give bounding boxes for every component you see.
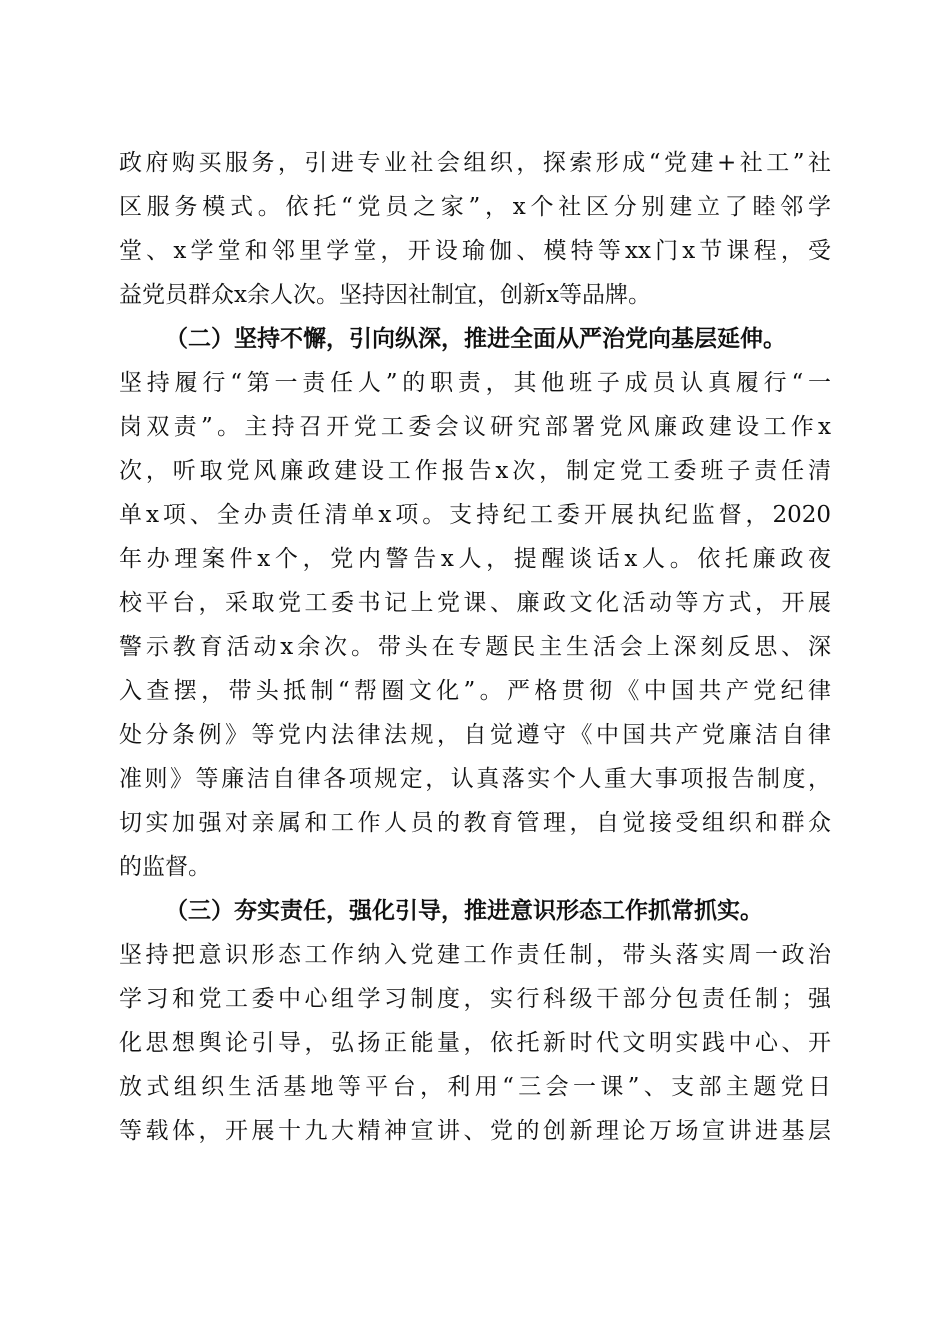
text-line: 等载体，开展十九大精神宣讲、党的创新理论万场宣讲进基层	[119, 1118, 831, 1144]
text-line: 次，听取党风廉政建设工作报告x次，制定党工委班子责任清	[119, 458, 831, 484]
text-line: 坚持履行“第一责任人”的职责，其他班子成员认真履行“一	[119, 370, 831, 396]
document-body	[119, 141, 831, 1153]
text-line: 益党员群众x余人次。坚持因社制宜，创新x等品牌。	[119, 282, 651, 308]
text-line: 堂、x学堂和邻里学堂，开设瑜伽、模特等xx门x节课程，受	[119, 238, 831, 264]
text-line: 岗双责”。主持召开党工委会议研究部署党风廉政建设工作x	[119, 414, 831, 440]
text-line: 准则》等廉洁自律各项规定，认真落实个人重大事项报告制度，	[119, 766, 831, 792]
text-line: 警示教育活动x余次。带头在专题民主生活会上深刻反思、深	[119, 634, 831, 660]
text-line: 的监督。	[119, 854, 211, 880]
text-line: 单x项、全办责任清单x项。支持纪工委开展执纪监督，2020	[119, 502, 831, 528]
text-line: 放式组织生活基地等平台，利用“三会一课”、支部主题党日	[119, 1074, 831, 1100]
text-line: 化思想舆论引导，弘扬正能量，依托新时代文明实践中心、开	[119, 1030, 831, 1056]
text-line: 入查摆，带头抵制“帮圈文化”。严格贯彻《中国共产党纪律	[119, 678, 831, 704]
text-line: 年办理案件x个，党内警告x人，提醒谈话x人。依托廉政夜	[119, 546, 831, 572]
section-heading-3: （三）夯实责任，强化引导，推进意识形态工作抓常抓实。	[165, 897, 763, 924]
text-line: 学习和党工委中心组学习制度，实行科级干部分包责任制；强	[119, 986, 831, 1012]
text-line: 校平台，采取党工委书记上党课、廉政文化活动等方式，开展	[119, 590, 831, 616]
text-line: 切实加强对亲属和工作人员的教育管理，自觉接受组织和群众	[119, 810, 831, 836]
text-line: 区服务模式。依托“党员之家”，x个社区分别建立了睦邻学	[119, 194, 831, 220]
text-line: 坚持把意识形态工作纳入党建工作责任制，带头落实周一政治	[119, 942, 831, 968]
section-heading-2: （二）坚持不懈，引向纵深，推进全面从严治党向基层延伸。	[165, 325, 786, 352]
text-line: 政府购买服务，引进专业社会组织，探索形成“党建+社工”社	[119, 150, 831, 176]
text-line: 处分条例》等党内法律法规，自觉遵守《中国共产党廉洁自律	[119, 722, 831, 748]
